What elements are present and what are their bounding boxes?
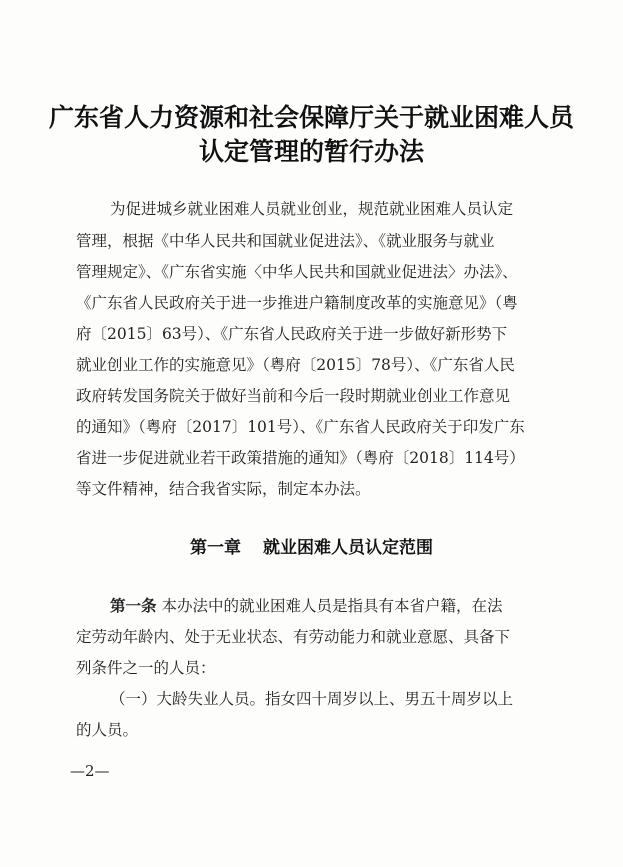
preamble-line: 为促进城乡就业困难人员就业创业，规范就业困难人员认定 xyxy=(110,200,514,218)
preamble-line: 管理规定》、《广东省实施〈中华人民共和国就业促进法〉办法》、 xyxy=(76,263,518,281)
article-1-line: 定劳动年龄内、处于无业状态、有劳动能力和就业意愿、具备下 xyxy=(76,628,511,646)
preamble-line: 管理，根据《中华人民共和国就业促进法》、《就业服务与就业 xyxy=(76,232,495,250)
article-1-label: 第一条 xyxy=(110,596,157,615)
preamble-line: 的通知》（粤府〔2017〕101号）、《广东省人民政府关于印发广东 xyxy=(76,418,525,436)
document-title-line-2: 认定管理的暂行办法 xyxy=(198,137,424,166)
document-title-line-1: 广东省人力资源和社会保障厅关于就业困难人员 xyxy=(48,103,574,132)
preamble-line: 等文件精神，结合我省实际，制定本办法。 xyxy=(76,480,371,498)
preamble-line: 政府转发国务院关于做好当前和今后一段时期就业创业工作意见 xyxy=(76,387,511,405)
preamble-line: 《广东省人民政府关于进一步推进户籍制度改革的实施意见》（粤 xyxy=(76,294,518,312)
article-1-text: 本办法中的就业困难人员是指具有本省户籍，在法 xyxy=(161,597,503,615)
chapter-heading xyxy=(0,533,623,558)
preamble-line: 就业创业工作的实施意见》（粤府〔2015〕78号）、《广东省人民 xyxy=(76,356,515,374)
article-1-line: 列条件之一的人员： xyxy=(76,659,216,677)
chapter-name: 就业困难人员认定范围 xyxy=(263,538,433,558)
item-1-line: （一）大龄失业人员。指女四十周岁以上、男五十周岁以上 xyxy=(110,690,514,708)
preamble-line: 省进一步促进就业若干政策措施的通知》（粤府〔2018〕114号） xyxy=(76,449,525,467)
article-1-line xyxy=(110,596,502,616)
preamble-line: 府〔2015〕63号）、《广东省人民政府关于进一步做好新形势下 xyxy=(76,325,508,343)
chapter-number: 第一章 xyxy=(190,538,241,558)
page-number: —2— xyxy=(70,762,110,780)
item-1-line: 的人员。 xyxy=(76,721,139,739)
